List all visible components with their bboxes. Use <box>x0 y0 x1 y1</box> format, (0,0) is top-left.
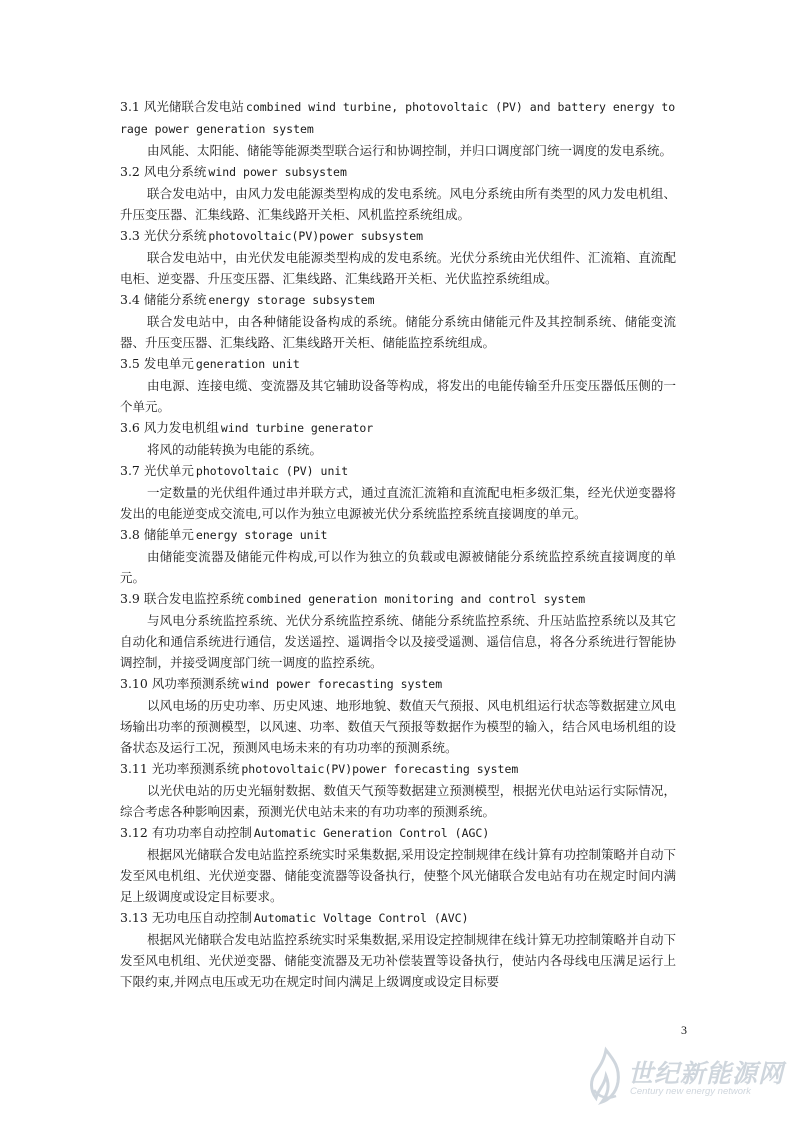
term-definition: 由电源、连接电缆、变流器及其它辅助设备等构成，将发出的电能传输至升压变压器低压侧的一个单元。 <box>120 378 676 414</box>
term-english: Automatic Voltage Control (AVC) <box>253 911 469 925</box>
section-3-6 <box>120 417 676 460</box>
section-3-5 <box>120 353 676 417</box>
term-definition: 以风电场的历史功率、历史风速、地形地貌、数值天气预报、风电机组运行状态等数据建立风电场输出功率的预测模型，以风速、功率、数值天气预报等数据作为模型的输入，结合风电场机组的设备状态及运行工况，预测风电场未来的有功功率的预测系统。 <box>120 698 676 755</box>
term-number: 3.11 <box>120 761 148 776</box>
term-english: photovoltaic(PV)power forecasting system <box>241 762 519 776</box>
term-number: 3.1 <box>120 99 140 114</box>
section-3-11 <box>120 758 676 822</box>
section-3-4 <box>120 289 676 353</box>
term-definition: 将风的动能转换为电能的系统。 <box>147 442 323 457</box>
term-definition: 联合发电站中，由光伏发电能源类型构成的发电系统。光伏分系统由光伏组件、汇流箱、直流配电柜、逆变器、升压变压器、汇集线路、汇集线路开关柜、光伏监控系统组成。 <box>120 250 676 286</box>
section-3-10 <box>120 673 676 758</box>
term-chinese: 有功功率自动控制 <box>151 825 252 840</box>
document-body <box>120 96 676 992</box>
term-definition: 根据风光储联合发电站监控系统实时采集数据,采用设定控制规律在线计算有功控制策略并自动下发至风电机组、光伏逆变器、储能变流器等设备执行，使整个风光储联合发电站有功在规定时间内满足上级调度或设定目标要求。 <box>120 847 676 904</box>
term-heading <box>120 673 676 695</box>
term-number: 3.7 <box>120 463 140 478</box>
term-heading <box>120 225 676 247</box>
term-english-continued: rage power generation system <box>120 122 314 136</box>
term-english: generation unit <box>195 357 300 371</box>
term-definition: 由风能、太阳能、储能等能源类型联合运行和协调控制，并归口调度部门统一调度的发电系统。 <box>147 143 673 158</box>
term-definition: 由储能变流器及储能元件构成,可以作为独立的负载或电源被储能分系统监控系统直接调度的单元。 <box>120 549 676 585</box>
section-3-8 <box>120 524 676 588</box>
term-english: energy storage subsystem <box>208 293 375 307</box>
term-heading <box>120 588 676 610</box>
term-english: energy storage unit <box>195 528 328 542</box>
term-heading <box>120 289 676 311</box>
term-heading <box>120 96 676 118</box>
term-heading <box>120 758 676 780</box>
watermark <box>584 1046 784 1108</box>
term-chinese: 风功率预测系统 <box>151 676 240 691</box>
term-heading <box>120 353 676 375</box>
term-definition: 联合发电站中，由风力发电能源类型构成的发电系统。风电分系统由所有类型的风力发电机组、升压变压器、汇集线路、汇集线路开关柜、风机监控系统组成。 <box>120 186 676 222</box>
term-english: combined generation monitoring and control system <box>245 592 586 606</box>
watermark-english: Century new energy network <box>630 1086 751 1097</box>
section-3-12 <box>120 822 676 907</box>
page-number: 3 <box>681 1023 687 1037</box>
term-english: Automatic Generation Control (AGC) <box>253 826 490 840</box>
term-english: wind turbine generator <box>220 421 374 435</box>
term-definition: 根据风光储联合发电站监控系统实时采集数据,采用设定控制规律在线计算无功控制策略并自动下发至风电机组、光伏逆变器、储能变流器及无功补偿装置等设备执行，使站内各母线电压满足运行上下限约束,并网点电压或无功在规定时间内满足上级调度或设定目标要 <box>120 932 676 989</box>
term-number: 3.6 <box>120 420 140 435</box>
term-heading <box>120 161 676 183</box>
section-3-3 <box>120 225 676 289</box>
term-chinese: 发电单元 <box>143 356 194 371</box>
term-number: 3.8 <box>120 527 140 542</box>
term-number: 3.3 <box>120 228 140 243</box>
term-english: photovoltaic (PV) unit <box>195 464 349 478</box>
term-heading <box>120 417 676 439</box>
term-number: 3.5 <box>120 356 140 371</box>
term-chinese: 无功电压自动控制 <box>151 910 252 925</box>
term-number: 3.4 <box>120 292 140 307</box>
term-heading <box>120 460 676 482</box>
term-chinese: 风力发电机组 <box>143 420 219 435</box>
term-heading <box>120 524 676 546</box>
section-3-13 <box>120 907 676 992</box>
term-chinese: 联合发电监控系统 <box>143 591 244 606</box>
term-number: 3.13 <box>120 910 148 925</box>
section-3-1 <box>120 96 676 161</box>
term-number: 3.9 <box>120 591 140 606</box>
term-heading <box>120 907 676 929</box>
term-english: wind power subsystem <box>208 165 347 179</box>
term-english: wind power forecasting system <box>241 677 443 691</box>
term-english: combined wind turbine, photovoltaic (PV) and battery energy to <box>245 100 676 114</box>
term-chinese: 风光储联合发电站 <box>143 99 244 114</box>
term-number: 3.12 <box>120 825 148 840</box>
watermark-chinese: 世纪新能源网 <box>628 1059 785 1088</box>
term-chinese: 储能分系统 <box>143 292 207 307</box>
term-definition: 一定数量的光伏组件通过串并联方式，通过直流汇流箱和直流配电柜多级汇集，经光伏逆变器将发出的电能逆变成交流电,可以作为独立电源被光伏分系统监控系统直接调度的单元。 <box>120 485 676 521</box>
term-english: photovoltaic(PV)power subsystem <box>208 229 424 243</box>
term-chinese: 光伏分系统 <box>143 228 207 243</box>
term-chinese: 光功率预测系统 <box>151 761 240 776</box>
term-definition: 以光伏电站的历史光辐射数据、数值天气预等数据建立预测模型，根据光伏电站运行实际情况，综合考虑各种影响因素，预测光伏电站未来的有功功率的预测系统。 <box>120 783 676 819</box>
term-number: 3.10 <box>120 676 148 691</box>
section-3-9 <box>120 588 676 673</box>
term-definition: 与风电分系统监控系统、光伏分系统监控系统、储能分系统监控系统、升压站监控系统以及其它自动化和通信系统进行通信，发送遥控、遥调指令以及接受遥测、遥信信息，将各分系统进行智能协调控制，并接受调度部门统一调度的监控系统。 <box>120 613 676 670</box>
term-chinese: 光伏单元 <box>143 463 194 478</box>
term-chinese: 风电分系统 <box>143 164 207 179</box>
term-chinese: 储能单元 <box>143 527 194 542</box>
term-number: 3.2 <box>120 164 140 179</box>
section-3-7 <box>120 460 676 524</box>
flame-logo-icon <box>584 1046 628 1106</box>
term-definition: 联合发电站中，由各种储能设备构成的系统。储能分系统由储能元件及其控制系统、储能变流器、升压变压器、汇集线路、汇集线路开关柜、储能监控系统组成。 <box>120 314 676 350</box>
term-heading <box>120 822 676 844</box>
section-3-2 <box>120 161 676 225</box>
